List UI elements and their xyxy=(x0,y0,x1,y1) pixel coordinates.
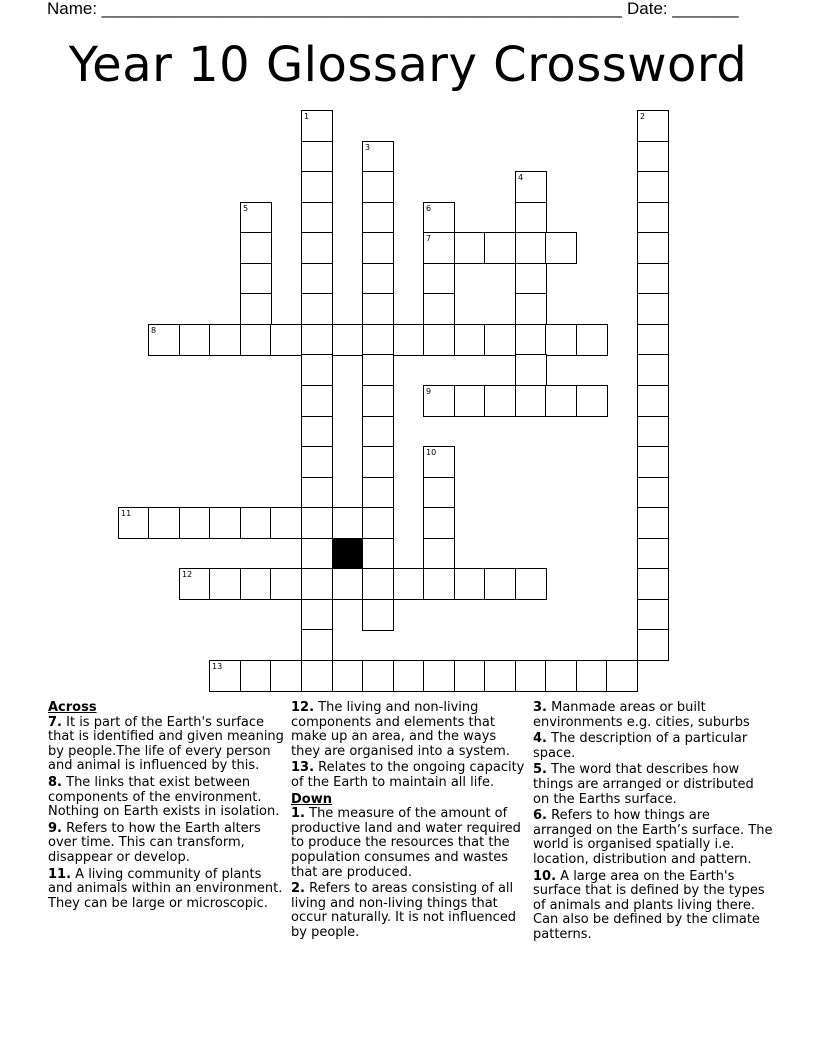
clue-number: 3. xyxy=(533,700,547,715)
clue-number-label: 12 xyxy=(182,570,193,579)
clue-number: 5. xyxy=(533,762,547,778)
clue-item xyxy=(291,807,527,880)
crossword-cell[interactable] xyxy=(362,202,394,234)
clue-number: 9. xyxy=(48,820,62,836)
crossword-cell[interactable] xyxy=(301,202,333,234)
crossword-cell[interactable] xyxy=(332,324,364,356)
crossword-cell[interactable] xyxy=(576,324,608,356)
clue-number-label: 5 xyxy=(243,204,249,213)
clue-item xyxy=(48,822,284,866)
crossword-cell[interactable] xyxy=(362,446,394,478)
crossword-cell[interactable] xyxy=(606,660,638,692)
across-clue-list xyxy=(48,716,284,912)
crossword-cell[interactable] xyxy=(362,141,394,173)
crossword-cell[interactable] xyxy=(362,354,394,386)
crossword-cell[interactable] xyxy=(301,141,333,173)
down-heading: Down xyxy=(291,791,332,807)
crossword-cell[interactable] xyxy=(362,660,394,692)
clue-number: 1. xyxy=(291,806,305,822)
crossword-cell[interactable] xyxy=(301,568,333,600)
clue-item xyxy=(533,870,773,943)
crossword-cell[interactable] xyxy=(240,293,272,325)
clues-column-3 xyxy=(533,701,773,945)
crossword-cell[interactable] xyxy=(362,507,394,539)
across-heading: Across xyxy=(48,700,97,715)
crossword-cell[interactable] xyxy=(423,660,455,692)
crossword-cell[interactable] xyxy=(179,568,211,600)
down-clue-list xyxy=(291,807,527,940)
crossword-cell[interactable] xyxy=(423,507,455,539)
crossword-cell[interactable] xyxy=(637,293,669,325)
crossword-cell[interactable] xyxy=(301,293,333,325)
crossword-cell[interactable] xyxy=(393,324,425,356)
crossword-cell[interactable] xyxy=(637,629,669,661)
crossword-cell[interactable] xyxy=(362,568,394,600)
crossword-cell[interactable] xyxy=(454,232,486,264)
clue-number-label: 2 xyxy=(640,112,646,121)
crossword-cell[interactable] xyxy=(301,599,333,631)
crossword-cell[interactable] xyxy=(423,538,455,570)
clue-number: 12. xyxy=(291,700,315,715)
crossword-cell[interactable] xyxy=(637,232,669,264)
crossword-cell[interactable] xyxy=(270,324,302,356)
crossword-cell[interactable] xyxy=(301,660,333,692)
crossword-cell[interactable] xyxy=(637,446,669,478)
down-clue-list-continued xyxy=(533,701,773,943)
crossword-cell[interactable] xyxy=(362,324,394,356)
crossword-cell[interactable] xyxy=(545,324,577,356)
crossword-cell[interactable] xyxy=(240,263,272,295)
crossword-cell[interactable] xyxy=(423,446,455,478)
crossword-cell[interactable] xyxy=(515,232,547,264)
clue-number: 6. xyxy=(533,808,547,824)
crossword-cell[interactable] xyxy=(454,660,486,692)
crossword-cell[interactable] xyxy=(423,232,455,264)
clue-number-label: 4 xyxy=(518,173,524,182)
crossword-cell[interactable] xyxy=(637,507,669,539)
clue-text: It is part of the Earth's surface that is identified and given meaning by people.The life of every person and animal is influenced by this. xyxy=(48,714,284,774)
clue-item xyxy=(291,701,527,759)
crossword-cell[interactable] xyxy=(423,293,455,325)
crossword-cell[interactable] xyxy=(362,385,394,417)
clue-number: 11. xyxy=(48,866,72,882)
crossword-cell[interactable] xyxy=(545,385,577,417)
clue-number-label: 7 xyxy=(426,234,432,243)
crossword-cell[interactable] xyxy=(423,385,455,417)
crossword-cell[interactable] xyxy=(270,507,302,539)
crossword-cell[interactable] xyxy=(362,232,394,264)
crossword-cell[interactable] xyxy=(637,416,669,448)
crossword-cell[interactable] xyxy=(515,660,547,692)
crossword-cell[interactable] xyxy=(454,324,486,356)
crossword-cell[interactable] xyxy=(637,599,669,631)
crossword-cell[interactable] xyxy=(515,324,547,356)
crossword-cell[interactable] xyxy=(637,354,669,386)
crossword-cell[interactable] xyxy=(454,568,486,600)
clue-text: Relates to the ongoing capacity of the Earth to maintain all life. xyxy=(291,760,525,790)
crossword-cell[interactable] xyxy=(179,324,211,356)
clue-number: 2. xyxy=(291,881,305,897)
crossword-cell[interactable] xyxy=(270,660,302,692)
crossword-cell[interactable] xyxy=(637,171,669,203)
clue-item xyxy=(533,763,773,807)
clue-number-label: 13 xyxy=(212,662,223,671)
crossword-cell[interactable] xyxy=(637,385,669,417)
page-title: Year 10 Glossary Crossword xyxy=(68,37,748,93)
clue-number: 4. xyxy=(533,731,547,747)
crossword-cell[interactable] xyxy=(240,660,272,692)
clue-item xyxy=(291,761,527,790)
crossword-cell[interactable] xyxy=(240,507,272,539)
crossword-cell[interactable] xyxy=(362,477,394,509)
clue-item xyxy=(48,716,284,774)
crossword-cell[interactable] xyxy=(301,446,333,478)
crossword-cell[interactable] xyxy=(545,232,577,264)
crossword-cell[interactable] xyxy=(637,538,669,570)
clue-number-label: 8 xyxy=(151,326,157,335)
clue-number-label: 6 xyxy=(426,204,432,213)
crossword-cell[interactable] xyxy=(301,324,333,356)
crossword-cell[interactable] xyxy=(332,507,364,539)
crossword-cell[interactable] xyxy=(301,477,333,509)
clue-text: Refers to areas consisting of all living and non-living things that occur naturally. It is not influenced by people. xyxy=(291,881,517,940)
crossword-cell[interactable] xyxy=(545,660,577,692)
crossword-cell[interactable] xyxy=(301,385,333,417)
crossword-cell[interactable] xyxy=(209,507,241,539)
date-label: Date: _______ xyxy=(627,0,739,18)
clue-text: Manmade areas or built environments e.g. cities, suburbs xyxy=(533,700,750,730)
clue-text: The word that describes how things are arranged or distributed on the Earths surface. xyxy=(533,762,754,807)
name-label: Name: _______________________________________________________ xyxy=(47,0,622,18)
crossword-cell[interactable] xyxy=(484,660,516,692)
crossword-cell[interactable] xyxy=(301,538,333,570)
crossword-cell[interactable] xyxy=(148,324,180,356)
crossword-cell[interactable] xyxy=(332,568,364,600)
crossword-cell[interactable] xyxy=(301,507,333,539)
crossword-cell[interactable] xyxy=(423,568,455,600)
crossword-cell[interactable] xyxy=(301,354,333,386)
crossword-cell[interactable] xyxy=(301,416,333,448)
crossword-cell[interactable] xyxy=(637,477,669,509)
crossword-cell[interactable] xyxy=(515,293,547,325)
crossword-cell[interactable] xyxy=(179,507,211,539)
clue-number-label: 3 xyxy=(365,143,371,152)
clue-item xyxy=(533,701,773,730)
clue-text: The links that exist between components of the environment. Nothing on Earth exists in isolation. xyxy=(48,774,280,820)
black-square xyxy=(332,538,364,570)
crossword-cell[interactable] xyxy=(515,263,547,295)
crossword-cell[interactable] xyxy=(637,141,669,173)
crossword-cell[interactable] xyxy=(423,202,455,234)
crossword-cell[interactable] xyxy=(515,354,547,386)
clue-number-label: 1 xyxy=(304,112,310,121)
clue-item xyxy=(291,882,527,940)
crossword-cell[interactable] xyxy=(484,324,516,356)
crossword-cell[interactable] xyxy=(301,263,333,295)
crossword-cell[interactable] xyxy=(393,660,425,692)
crossword-cell[interactable] xyxy=(332,660,364,692)
crossword-cell[interactable] xyxy=(362,599,394,631)
crossword-cell[interactable] xyxy=(576,660,608,692)
clue-number: 13. xyxy=(291,760,315,776)
crossword-cell[interactable] xyxy=(118,507,150,539)
crossword-cell[interactable] xyxy=(209,324,241,356)
crossword-cell[interactable] xyxy=(454,385,486,417)
clue-item xyxy=(533,809,773,867)
crossword-cell[interactable] xyxy=(362,416,394,448)
crossword-cell[interactable] xyxy=(240,324,272,356)
clue-text: The living and non-living components and elements that make up an area, and the ways they are organised into a system. xyxy=(291,700,510,759)
clue-text: A large area on the Earth's surface that is defined by the types of animals and plants living there. Can also be defined by the climate patterns. xyxy=(533,868,765,942)
clue-number: 8. xyxy=(48,774,62,790)
crossword-cell[interactable] xyxy=(484,385,516,417)
crossword-cell[interactable] xyxy=(301,110,333,142)
crossword-cell[interactable] xyxy=(637,568,669,600)
crossword-cell[interactable] xyxy=(515,568,547,600)
across-clue-list-continued xyxy=(291,701,527,791)
crossword-cell[interactable] xyxy=(393,568,425,600)
crossword-cell[interactable] xyxy=(637,263,669,295)
crossword-cell[interactable] xyxy=(301,629,333,661)
clue-number-label: 11 xyxy=(121,509,132,518)
clue-number-label: 9 xyxy=(426,387,432,396)
crossword-cell[interactable] xyxy=(362,263,394,295)
clue-text: Refers to how the Earth alters over time. This can transform, disappear or develop. xyxy=(48,820,261,865)
crossword-cell[interactable] xyxy=(423,263,455,295)
crossword-cell[interactable] xyxy=(362,171,394,203)
crossword-cell[interactable] xyxy=(515,202,547,234)
crossword-cell[interactable] xyxy=(240,232,272,264)
clue-text: The description of a particular space. xyxy=(533,731,748,761)
crossword-cell[interactable] xyxy=(301,171,333,203)
clue-item xyxy=(533,732,773,761)
crossword-cell[interactable] xyxy=(362,538,394,570)
crossword-cell[interactable] xyxy=(240,568,272,600)
clue-number: 7. xyxy=(48,714,62,730)
crossword-cell[interactable] xyxy=(209,568,241,600)
clues-column-1 xyxy=(48,701,284,913)
crossword-cell[interactable] xyxy=(637,324,669,356)
crossword-cell[interactable] xyxy=(423,477,455,509)
crossword-cell[interactable] xyxy=(270,568,302,600)
clue-item xyxy=(48,776,284,820)
clue-number: 10. xyxy=(533,868,557,884)
crossword-cell[interactable] xyxy=(301,232,333,264)
crossword-cell[interactable] xyxy=(576,385,608,417)
crossword-cell[interactable] xyxy=(484,568,516,600)
clue-text: The measure of the amount of productive land and water required to produce the resources that the population consumes and wastes that are produced. xyxy=(291,806,521,880)
crossword-cell[interactable] xyxy=(148,507,180,539)
clue-item xyxy=(48,868,284,912)
crossword-cell[interactable] xyxy=(637,110,669,142)
crossword-cell[interactable] xyxy=(362,293,394,325)
crossword-cell[interactable] xyxy=(423,324,455,356)
crossword-cell[interactable] xyxy=(240,202,272,234)
clue-text: Refers to how things are arranged on the Earth’s surface. The world is organised spatially i.e. location, distribution and pattern. xyxy=(533,808,773,867)
clues-column-2 xyxy=(291,701,527,943)
crossword-cell[interactable] xyxy=(484,232,516,264)
crossword-cell[interactable] xyxy=(637,202,669,234)
clue-text: A living community of plants and animals within an environment. They can be large or microscopic. xyxy=(48,866,283,911)
crossword-cell[interactable] xyxy=(209,660,241,692)
crossword-cell[interactable] xyxy=(515,385,547,417)
crossword-cell[interactable] xyxy=(515,171,547,203)
clue-number-label: 10 xyxy=(426,448,437,457)
